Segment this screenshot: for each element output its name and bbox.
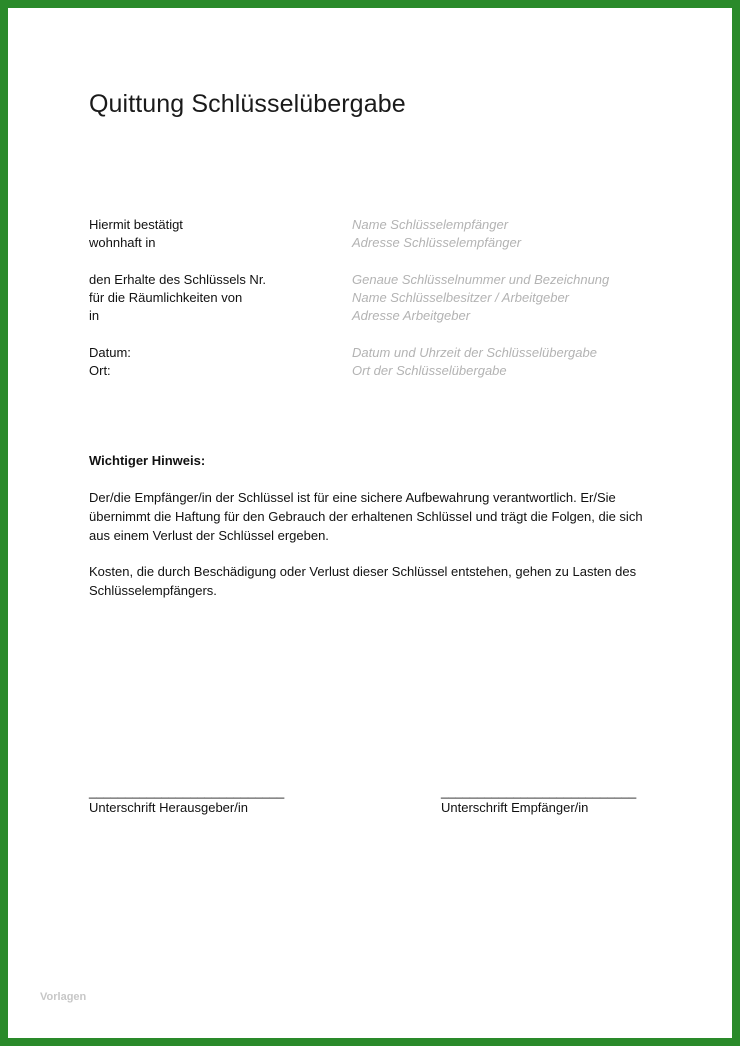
field-label-place: Ort: xyxy=(89,363,111,378)
field-value-owner-address[interactable]: Adresse Arbeitgeber xyxy=(352,308,471,323)
field-value-owner[interactable]: Name Schlüsselbesitzer / Arbeitgeber xyxy=(352,290,570,305)
field-value-place[interactable]: Ort der Schlüsselübergabe xyxy=(352,363,507,378)
field-value-date[interactable]: Datum und Uhrzeit der Schlüsselübergabe xyxy=(352,345,597,360)
field-label-owner: für die Räumlichkeiten von xyxy=(89,290,243,305)
field-value-recipient-address[interactable]: Adresse Schlüsselempfänger xyxy=(352,235,522,250)
field-value-recipient-name[interactable]: Name Schlüsselempfänger xyxy=(352,217,509,232)
document-title: Quittung Schlüsselübergabe xyxy=(89,90,406,118)
field-label-owner-address: in xyxy=(89,308,100,323)
notice-paragraph-costs: Kosten, die durch Beschädigung oder Verlust dieser Schlüssel entstehen, gehen zu Lasten des Schlüsselempfängers. xyxy=(89,564,637,598)
footer-watermark: Vorlagen xyxy=(40,991,87,1003)
notice-heading: Wichtiger Hinweis: xyxy=(89,453,206,468)
field-label-key-number: den Erhalte des Schlüssels Nr. xyxy=(89,272,267,287)
signature-label-issuer: Unterschrift Herausgeber/in xyxy=(89,800,248,815)
field-value-key-number[interactable]: Genaue Schlüsselnummer und Bezeichnung xyxy=(352,272,610,287)
signature-label-recipient: Unterschrift Empfänger/in xyxy=(441,800,589,815)
notice-paragraph-liability: Der/die Empfänger/in der Schlüssel ist für eine sichere Aufbewahrung verantwortlich. Er/Sie übernimmt die Haftung für den Gebrauch der erhaltenen Schlüssel und trägt die Folgen, die sich aus einem Verlust der Schlüssel ergeben. xyxy=(89,490,643,543)
signature-line-recipient[interactable]: ___________________________ xyxy=(441,784,637,799)
field-label-recipient-address: wohnhaft in xyxy=(89,235,156,250)
document-page xyxy=(8,8,732,1038)
signature-line-issuer[interactable]: ___________________________ xyxy=(89,784,285,799)
field-label-recipient-name: Hiermit bestätigt xyxy=(89,217,183,232)
field-label-date: Datum: xyxy=(89,345,131,360)
